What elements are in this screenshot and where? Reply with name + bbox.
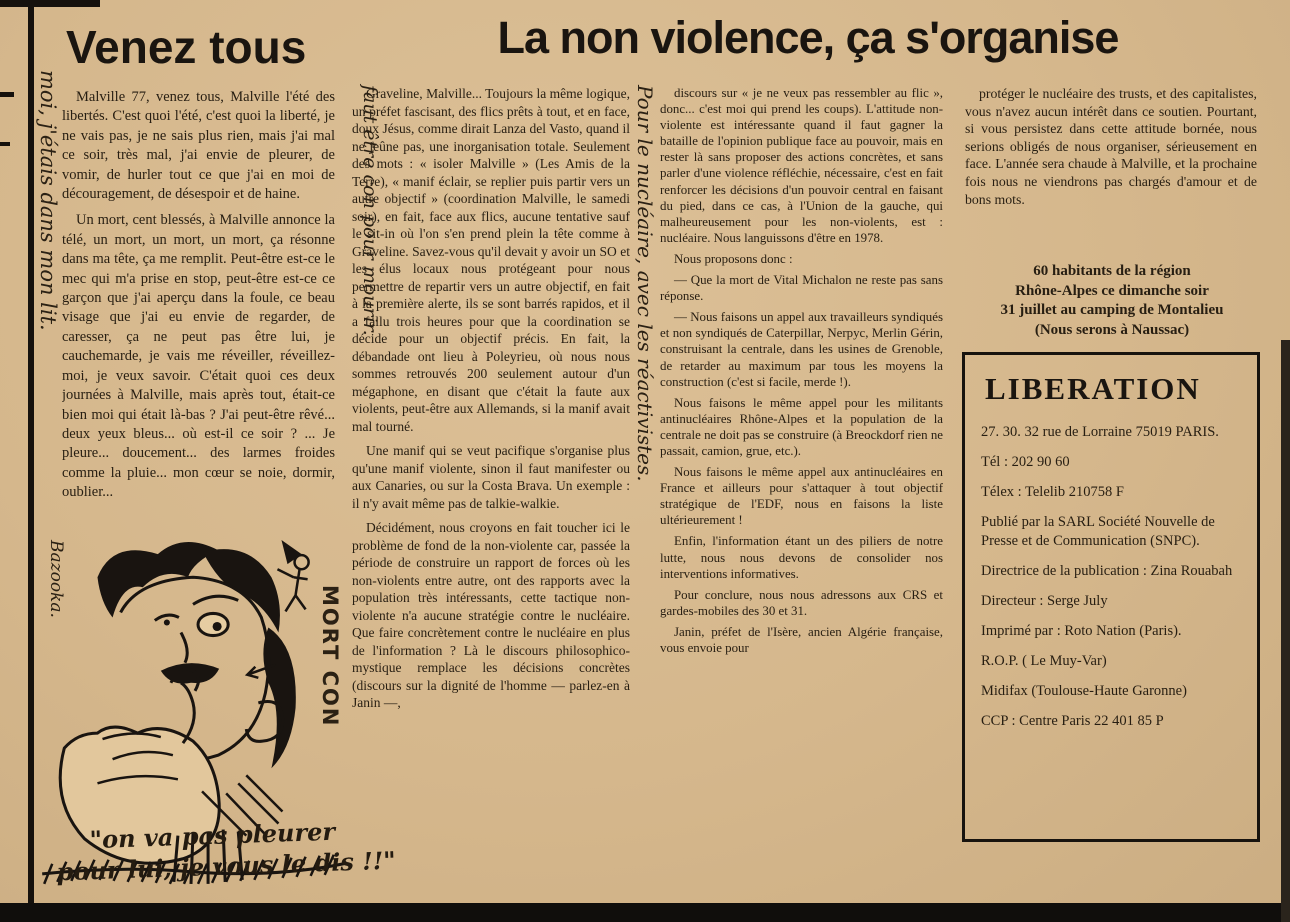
article-column-1 bbox=[62, 88, 335, 543]
paragraph: discours sur « je ne veux pas ressembler au flic », donc... c'est moi qui prend les coups). L'attitude non-violente est intéressante quand il faut gagner la bataille de l'opinion publique face au pouvoir, mais en rester là sans proposer des actions concrètes, et sans parler d'une violence réfléchie, nécessaire, c'est en fait renforcer les décisions d'un pouvoir central en faisant du pied, dans ce cas, à l'Union de la gauche, qui malheureusement pour les non-violents, est : nucléaire. Nous languissons d'être en 1978. bbox=[660, 86, 943, 245]
paragraph: Nous faisons le même appel aux antinucléaires en France et ailleurs pour s'attaquer à tout objectif stratégique de l'EDF, nous en faisons la liste ultérieurement ! bbox=[660, 465, 943, 528]
cartoon-caption bbox=[55, 815, 397, 888]
margin-note-between-col1-col2: faut être con pour mourir. bbox=[359, 85, 381, 336]
bottom-rule bbox=[0, 903, 1290, 922]
paragraph: Un mort, cent blessés, à Malville annonce la télé, un mort, un mort, un mort, ça résonne dans ma tête, ça me remplit. Peut-être est-ce le mec qui m'a prise en stop, peut-être est-ce ce garçon que j'ai aperçu dans la foule, ce beau visage que j'ai eu envie de regarder, de caresser, ça ne peut pas être lui, je cauchemarde, je vais me réveiller, réveillez-moi, je veux savoir. C'était quoi ces deux journées à Malville, mais après tout, était-ce bien moi qui était là-bas ? J'ai peut-être rêvé... deux yeux bleus... où est-il ce soir ? ... Je pleure... doucement... des larmes froides comme la pluie... mon cœur se noie, dormir, oublier... bbox=[62, 212, 335, 501]
cartoon-caption-line-1: "on va pas pleurer bbox=[89, 816, 336, 855]
margin-note-between-col2-col3: Pour le nucléaire, avec les réactivistes. bbox=[633, 85, 657, 482]
signature-line: 31 juillet au camping de Montalieu bbox=[1000, 302, 1224, 318]
crop-mark-top bbox=[0, 0, 100, 7]
masthead-line-ccp: CCP : Centre Paris 22 401 85 P bbox=[981, 712, 1164, 729]
masthead-line-printer: Imprimé par : Roto Nation (Paris). bbox=[981, 622, 1182, 639]
paragraph: Graveline, Malville... Toujours la même logique, un préfet fascisant, des flics prêts à tout, et en face, doux Jésus, comme dirait Lanza del Vasto, quand il ne jeûne pas, une inorganisation totale. Seulement des mots : « isoler Malville » (Les Amis de la Terre), « manif éclair, se replier puis partir vers un autre objectif » (coordination Malville, le samedi soir), en fait, face aux flics, aucune tentative sauf le sit-in où l'on s'en prend plein la tête comme à Graveline. Savez-vous qu'il devait y avoir un SO et les élus locaux nous protégeant pour nous permettre de repartir vers un autre objectif, en fait à la première alerte, ils se sont barrés rapidos, et il a fallu trois heures pour que la coordination se décide pour un objectif précis. En fait, la débandade ont lieu à Poleyrieu, où nous nous sommes retrouvés 200 seulement autour d'un mégaphone, en disant que c'était la faute aux violents, peut-être aux Allemands, si la manif avait mal tourné. bbox=[352, 86, 630, 434]
masthead-line-directrice: Directrice de la publication : Zina Rouabah bbox=[981, 562, 1233, 579]
paragraph: Malville 77, venez tous, Malville l'été des libertés. C'est quoi l'été, c'est quoi la liberté, je ne vais pas, je ne sais plus rien, mais j'ai mal ce soir, très mal, j'ai envie de pleurer, de vomir, de hurler tout ce que j'ai en moi de découragement, de désespoir et de haine. bbox=[62, 89, 335, 203]
article-column-4 bbox=[965, 85, 1257, 261]
crop-tick-2 bbox=[0, 142, 10, 146]
signature-block bbox=[963, 262, 1261, 340]
paragraph: Une manif qui se veut pacifique s'organise plus qu'une manif violente, sinon il faut manifester ou aux Canaries, ou sur la Costa Brava. Un exemple : il n'y avait même pas de talkie-walkie. bbox=[352, 443, 630, 511]
paragraph: Nous faisons le même appel pour les militants antinucléaires Rhône-Alpes et la population de la centrale ne doit pas se construire (à Breockdorf rien ne passait, camion, grue, etc.). bbox=[660, 395, 943, 458]
masthead-box bbox=[962, 352, 1260, 842]
signature-line: Rhône-Alpes ce dimanche soir bbox=[1015, 282, 1209, 299]
paragraph: Nous proposons donc : bbox=[674, 251, 793, 266]
main-headline: La non violence, ça s'organise bbox=[497, 12, 1119, 63]
article-column-2 bbox=[352, 85, 630, 907]
left-rule bbox=[28, 5, 34, 905]
signature-line: 60 habitants de la région bbox=[1033, 263, 1191, 279]
signature-line: (Nous serons à Naussac) bbox=[1034, 321, 1190, 338]
right-edge bbox=[1281, 340, 1290, 922]
masthead-line-address: 27. 30. 32 rue de Lorraine 75019 PARIS. bbox=[981, 424, 1219, 440]
paragraph: Décidément, nous croyons en fait toucher ici le problème de fond de la non-violente car, passée la période de construire un rapport de forces où les non-violents entre autre, ont des rapports avec la population très intéressants, cette tactique non-violente n'a aucune stratégie contre le nucléaire. Que faire concrètement contre le nucléaire en plus de l'information ? Là le discours philosophico-mystique remplace les décisions concrètes (discours sur la dignité de l'homme — parlez-en à Janin —, bbox=[352, 520, 630, 710]
paragraph: protéger le nucléaire des trusts, et des capitalistes, vous n'avez aucun intérêt dans ce soutien. Pourtant, si vous persistez dans cette attitude bornée, nous serions obligés de nous organiser, sérieusement en face. L'année sera chaude à Malville, et la prochaine fois nous ne viendrons pas chargés d'amour et de bons mots. bbox=[965, 86, 1257, 207]
paragraph: — Que la mort de Vital Michalon ne reste pas sans réponse. bbox=[660, 273, 943, 304]
kicker-title: Venez tous bbox=[66, 21, 307, 73]
masthead-title: LIBERATION bbox=[985, 371, 1201, 406]
masthead-line-telex: Télex : Telelib 210758 F bbox=[981, 484, 1124, 500]
margin-note-left: moi, j'étais dans mon lit. bbox=[36, 70, 60, 331]
paragraph: Enfin, l'information étant un des piliers de notre lutte, nous nous devons de consolider nos interventions informatives. bbox=[660, 534, 943, 581]
masthead-line-midifax: Midifax (Toulouse-Haute Garonne) bbox=[981, 682, 1187, 699]
article-column-3 bbox=[660, 85, 943, 907]
masthead-line-publisher: Publié par la SARL Société Nouvelle de Presse et de Communication (SNPC). bbox=[981, 514, 1215, 549]
masthead-line-phone: Tél : 202 90 60 bbox=[981, 454, 1070, 470]
cartoon-vertical-text: MORT CON bbox=[318, 585, 342, 728]
artist-signature: Bazooka. bbox=[46, 540, 66, 618]
paragraph: Janin, préfet de l'Isère, ancien Algérie française, vous envoie pour bbox=[660, 624, 943, 655]
paragraph: Pour conclure, nous nous adressons aux CRS et gardes-mobiles des 30 et 31. bbox=[660, 587, 943, 618]
masthead-line-rop: R.O.P. ( Le Muy-Var) bbox=[981, 652, 1107, 669]
crop-tick-1 bbox=[0, 92, 14, 97]
paragraph: — Nous faisons un appel aux travailleurs syndiqués et non syndiqués de Caterpillar, Nerpyc, Merlin Gérin, construisant la centrale, dans les usines de Grenoble, de retarder au maximum par tous les moyens la construction (c'est si facile, merde !). bbox=[660, 310, 943, 389]
masthead-line-directeur: Directeur : Serge July bbox=[981, 592, 1108, 609]
cartoon-caption-line-2: pour lui, je vous le dis !!" bbox=[56, 845, 397, 887]
